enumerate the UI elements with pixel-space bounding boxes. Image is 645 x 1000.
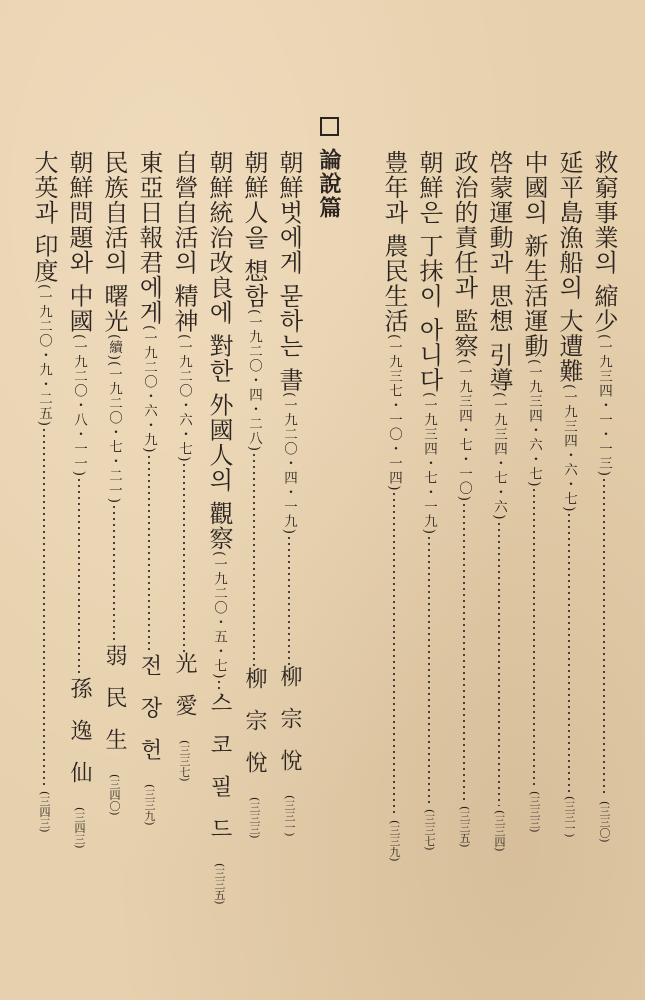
toc-entry <box>171 150 197 782</box>
entry-title: 救窮事業의 縮少 <box>590 150 618 334</box>
entry-author: 전장헌 <box>137 653 162 780</box>
toc-entry <box>451 150 477 847</box>
toc-entry <box>136 150 162 825</box>
entry-page: (三三七) <box>423 809 436 851</box>
toc-entry <box>66 150 92 848</box>
entry-page: (三三三) <box>248 796 261 839</box>
entry-date: (一九三四・七・一〇) <box>456 358 472 502</box>
entry-page: (三三四) <box>493 809 506 852</box>
toc-entry <box>101 150 127 815</box>
entry-title: 豊年과 農民生活 <box>380 150 408 334</box>
dot-leader <box>148 454 150 654</box>
dot-leader <box>393 491 395 816</box>
dot-leader <box>428 535 430 805</box>
entry-author: 柳宗悅 <box>277 665 302 792</box>
toc-entry <box>31 150 57 832</box>
entry-title: 朝鮮벗에게 묻하는 書 <box>275 150 303 393</box>
section-title: 論說篇 <box>316 148 342 220</box>
entry-page: (三三一) <box>283 795 296 837</box>
entry-author: 스코필드 <box>207 691 232 860</box>
toc-entry <box>591 150 617 842</box>
entry-title: 東亞日報君에게 <box>135 150 163 325</box>
entry-author: 柳宗悅 <box>242 666 267 793</box>
entry-title: 大英과 印度 <box>30 150 58 284</box>
entry-date: (一九二〇・四・二八) <box>246 308 262 452</box>
entry-author: 弱民生 <box>102 643 127 770</box>
toc-entry <box>276 150 302 837</box>
entry-title: 朝鮮統治改良에 對한 外國人의 觀察 <box>205 150 233 551</box>
entry-page: (三三五) <box>213 863 226 906</box>
toc-entry <box>416 150 442 851</box>
entry-page: (三四〇) <box>108 773 121 816</box>
entry-page: (三三一) <box>563 796 576 838</box>
dot-leader <box>288 535 290 665</box>
entry-date: (一九二〇・八・一一) <box>71 333 87 477</box>
entry-title: 自營自活의 精神 <box>170 150 198 334</box>
section-heading <box>314 117 345 220</box>
toc-entry <box>381 150 407 862</box>
entry-title: 朝鮮問題와 中國 <box>65 150 93 334</box>
entry-date: (一九二〇・六・七) <box>176 333 192 463</box>
entry-date: (一九三四・六・七) <box>526 358 542 488</box>
toc-entry <box>556 150 582 838</box>
entry-title: 中國의 新生活運動 <box>520 150 548 359</box>
dot-leader <box>113 504 115 644</box>
entry-date: (一九二〇・五・七) <box>211 550 227 680</box>
entry-title: 民族自活의 曙光 <box>100 150 128 334</box>
entry-title: 政治的責任과 監察 <box>450 150 478 359</box>
entry-date: (一九三七・一〇・一四) <box>386 333 402 492</box>
dot-leader <box>533 487 535 787</box>
entry-page: (三四三) <box>38 790 51 833</box>
entry-date: (一九三四・六・七) <box>561 383 577 513</box>
entry-date: (一九二〇・四・一九) <box>281 392 297 536</box>
entry-date: (一九二〇・九・二五) <box>36 283 52 427</box>
entry-page: (三三三) <box>528 791 541 833</box>
entry-title: 延平島漁船의 大遭難 <box>555 150 583 384</box>
toc-entry <box>206 150 232 905</box>
entry-page: (三四三) <box>73 806 86 849</box>
entry-title: 朝鮮은 丁抹이 아니다 <box>415 150 443 393</box>
entry-title: 啓蒙運動과 思想 引導 <box>485 150 513 393</box>
checkbox-icon <box>320 117 339 136</box>
dot-leader <box>498 521 500 806</box>
entry-date: (一九三四・一・一三) <box>596 333 612 477</box>
entry-page: (三三五) <box>458 805 471 848</box>
dot-leader <box>463 502 465 802</box>
dot-leader <box>253 452 255 667</box>
dot-leader <box>183 462 185 652</box>
entry-page: (三三七) <box>178 740 191 782</box>
entry-page: (三三九) <box>143 783 156 826</box>
entry-author: 孫逸仙 <box>67 676 92 803</box>
entry-date: (一九三四・七・一九) <box>421 392 437 536</box>
toc-entry <box>486 150 512 851</box>
dot-leader <box>568 512 570 792</box>
entry-page: (三三九) <box>388 820 401 862</box>
entry-author: 光愛 <box>172 652 197 737</box>
toc-entry <box>521 150 547 833</box>
entry-date: (續)(一九二〇・七・二一) <box>106 333 122 504</box>
dot-leader <box>78 477 80 677</box>
dot-leader <box>218 679 220 691</box>
dot-leader <box>603 477 605 797</box>
dot-leader <box>43 427 45 787</box>
entry-date: (一九二〇・六・九) <box>141 325 157 454</box>
entry-title: 朝鮮人을 想함 <box>240 150 268 309</box>
entry-date: (一九三四・七・六) <box>491 392 507 521</box>
entry-page: (三三〇) <box>598 800 611 843</box>
toc-entry <box>241 150 267 838</box>
